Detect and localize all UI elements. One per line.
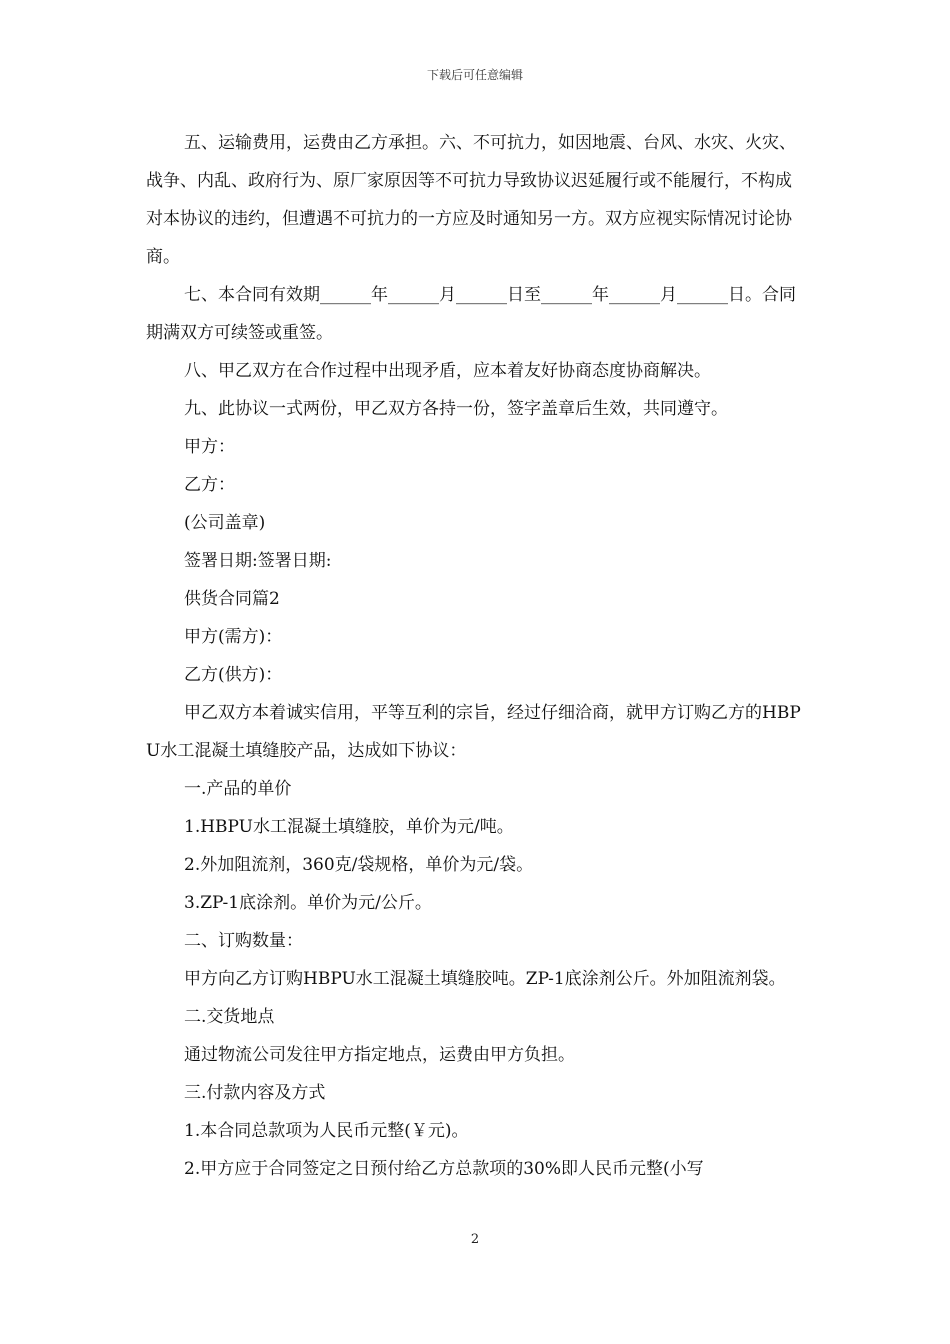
item-payment-advance: 2.甲方应于合同签定之日预付给乙方总款项的30%即人民币元整(小写 <box>184 1159 704 1179</box>
paragraph-validity-period: 七、本合同有效期______年______月______日至______年______月______日。合同期满双方可续签或重签。 <box>146 285 796 343</box>
page-header-note: 下载后可任意编辑 <box>426 68 523 82</box>
paragraph-transport-force-majeure: 五、运输费用，运费由乙方承担。六、不可抗力，如因地震、台风、水灾、火灾、战争、内乱、政府行为、原厂家原因等不可抗力导致协议迟延履行或不能履行，不构成对本协议的违约，但遭遇不可抗力的一方应及时通知另一方。双方应视实际情况讨论协商。 <box>146 133 796 267</box>
paragraph-agreement-intro: 甲乙双方本着诚实信用，平等互利的宗旨，经过仔细洽商，就甲方订购乙方的HBPU水工混凝土填缝胶产品，达成如下协议： <box>146 703 801 761</box>
heading-delivery-location: 二.交货地点 <box>184 1007 275 1027</box>
item-price-primer: 3.ZP-1底涂剂。单价为元/公斤。 <box>184 893 432 913</box>
party-b-supplier: 乙方(供方)： <box>184 665 283 685</box>
document-body <box>146 124 808 1188</box>
paragraph-dispute-resolution: 八、甲乙双方在合作过程中出现矛盾，应本着友好协商态度协商解决。 <box>184 361 711 381</box>
heading-unit-price: 一.产品的单价 <box>184 779 292 799</box>
item-price-sealant: 1.HBPU水工混凝土填缝胶，单价为元/吨。 <box>184 817 514 837</box>
party-a-signature-line: 甲方： <box>184 437 235 457</box>
heading-payment: 三.付款内容及方式 <box>184 1083 326 1103</box>
page-number: 2 <box>470 1232 480 1247</box>
paragraph-copies: 九、此协议一式两份，甲乙双方各持一份，签字盖章后生效，共同遵守。 <box>184 399 728 419</box>
heading-order-quantity: 二、订购数量： <box>184 931 303 951</box>
party-a-buyer: 甲方(需方)： <box>184 627 283 647</box>
signing-date-line: 签署日期:签署日期: <box>184 551 332 571</box>
item-payment-total: 1.本合同总款项为人民币元整(￥元)。 <box>184 1121 469 1141</box>
section-title-contract-2: 供货合同篇2 <box>184 589 280 609</box>
company-seal-note: (公司盖章) <box>184 513 266 533</box>
item-price-flow-retarder: 2.外加阻流剂，360克/袋规格，单价为元/袋。 <box>184 855 534 875</box>
paragraph-delivery: 通过物流公司发往甲方指定地点，运费由甲方负担。 <box>184 1045 575 1065</box>
party-b-signature-line: 乙方： <box>184 475 235 495</box>
paragraph-order-quantity: 甲方向乙方订购HBPU水工混凝土填缝胶吨。ZP-1底涂剂公斤。外加阻流剂袋。 <box>184 969 786 989</box>
